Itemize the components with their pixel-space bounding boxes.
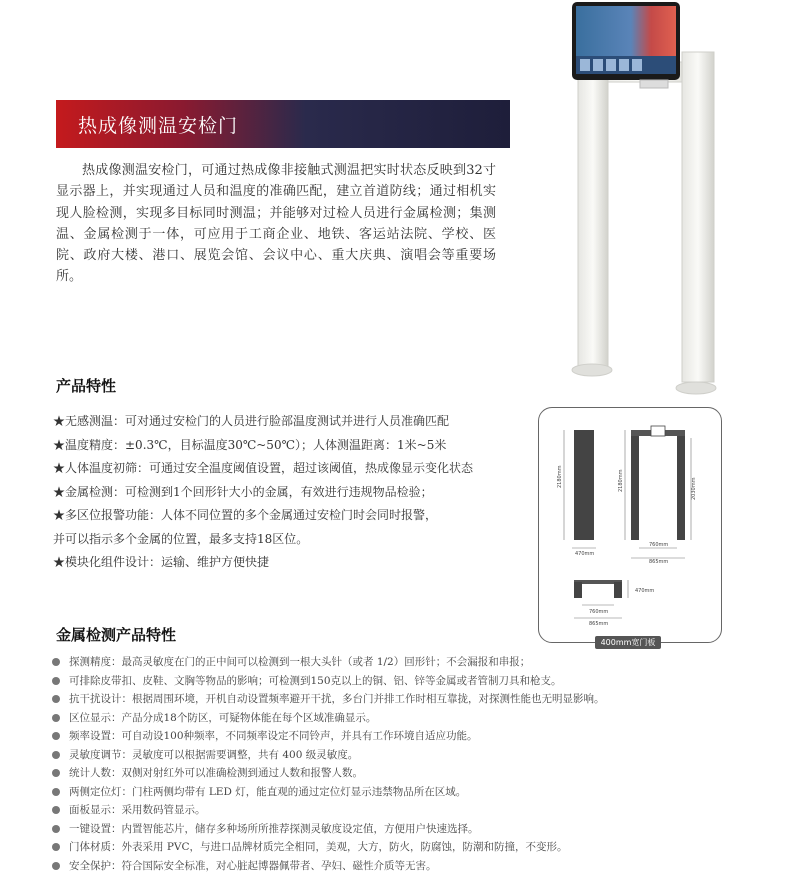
dim-label: 760mm [649,542,669,548]
dim-label: 865mm [649,559,669,565]
front-right-pillar [677,430,685,540]
diagram-caption: 400mm宽门板 [595,636,661,649]
list-item: 频率设置：可自动设100种频率，不同频率设定不同铃声，并具有工作环境自适应功能。 [52,727,787,746]
title-banner [56,100,510,148]
bullet-icon [52,788,60,796]
list-item: 统计人数：双侧对射红外可以准确检测到通过人数和报警人数。 [52,764,787,783]
dim-label: 2180mm [618,469,624,492]
bullet-icon [52,825,60,833]
features-list [53,410,523,575]
feature-item: ★人体温度初筛：可通过安全温度阈值设置，超过该阈值，热成像显示变化状态 [53,461,474,475]
bullet-icon [52,695,60,703]
feature-item: 并可以指示多个金属的位置，最多支持18区位。 [53,531,309,546]
dim-label: 470mm [635,588,655,594]
dim-label: 470mm [575,551,595,557]
feature-item: ★多区位报警功能：人体不同位置的多个金属通过安检门时会同时报警， [53,508,438,522]
bullet-icon [52,732,60,740]
dim-label: 760mm [589,609,609,615]
feature-item: ★温度精度：±0.3℃，目标温度30℃~50℃）；人体测温距离：1米~5米 [53,437,447,452]
dimension-diagram [538,407,722,643]
bullet-icon [52,658,60,666]
list-item: 可排除皮带扣、皮鞋、文胸等物品的影响；可检测到150克以上的铜、铝、锌等金属或者管制刀具和枪支。 [52,672,787,691]
bullet-icon [52,677,60,685]
bullet-icon [52,843,60,851]
feature-item: ★模块化组件设计：运输、维护方便快捷 [53,555,270,569]
list-item: 门体材质：外表采用 PVC，与进口品牌材质完全相同，美观，大方，防火，防腐蚀，防潮和防撞，不变形。 [52,838,787,857]
dim-label: 2030mm [691,477,697,500]
bullet-icon [52,769,60,777]
metal-features-title: 金属检测产品特性 [56,626,177,644]
list-item: 灵敏度调节：灵敏度可以根据需要调整，共有 400 级灵敏度。 [52,746,787,765]
intro-paragraph: 热成像测温安检门，可通过热成像非接触式测温把实时状态反映到32寸显示器上，并实现通过人员和温度的准确匹配，建立首道防线；通过相机实现人脸检测，实现多目标同时测温；并能够对过检人员进行金属检测；集测温、金属检测于一体，可应用于工商企业、地铁、客运站法院、学校、医院、政府大楼、港口、展览会馆、会议中心、重大庆典、演唱会等重要场所。 [56,163,496,285]
list-item: 抗干扰设计：根据周围环境，开机自动设置频率避开干扰，多台门并排工作时相互靠拢，对探测性能也无明显影响。 [52,690,787,709]
list-item: 安全保护：符合国际安全标准，对心脏起博器佩带者、孕妇、磁性介质等无害。 [52,857,787,876]
bullet-icon [52,714,60,722]
feature-item: ★金属检测：可检测到1个回形针大小的金属，有效进行违规物品检验； [53,484,433,499]
list-item: 探测精度：最高灵敏度在门的正中间可以检测到一根大头针（或者 1/2）回形针；不会漏报和串报； [52,653,787,672]
dim-label: 865mm [589,621,609,627]
list-item: 面板显示：采用数码管显示。 [52,801,787,820]
bullet-icon [52,806,60,814]
front-left-pillar [631,430,639,540]
feature-item: ★无感测温：可对通过安检门的人员进行脸部温度测试并进行人员准确匹配 [53,414,450,428]
metal-features-list [52,653,787,875]
side-panel-shape [574,430,594,540]
list-item: 两侧定位灯：门柱两侧均带有 LED 灯，能直观的通过定位灯显示违禁物品所在区域。 [52,783,787,802]
list-item: 一键设置：内置智能芯片，储存多种场所所推荐探测灵敏度设定值，方便用户快速选择。 [52,820,787,839]
dim-label: 2180mm [557,465,563,488]
features-title: 产品特性 [56,377,117,395]
dimension-drawing [539,408,721,642]
page-title: 热成像测温安检门 [78,114,239,137]
bullet-icon [52,751,60,759]
security-gate-photo [568,0,728,410]
bullet-icon [52,862,60,870]
list-item: 区位显示：产品分成18个防区，可疑物体能在每个区域准确显示。 [52,709,787,728]
